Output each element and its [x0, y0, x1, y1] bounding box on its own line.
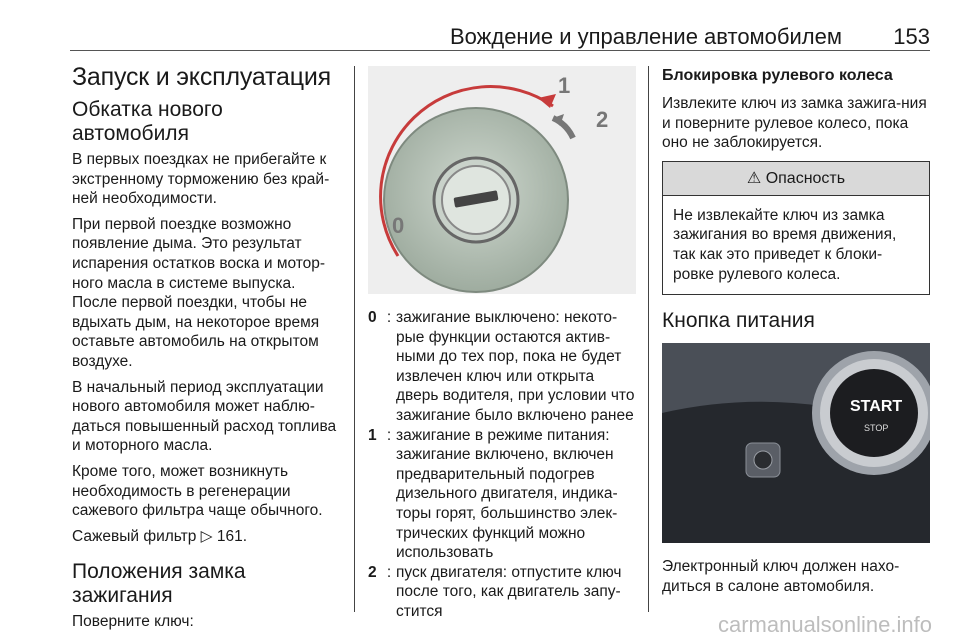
definition-row [368, 308, 636, 426]
paragraph: В первых поездках не прибегайте к экстренному торможению без край-ней необходимости. [72, 151, 330, 208]
paragraph: Электронный ключ должен нахо-диться в салоне автомобиля. [662, 558, 900, 595]
column-divider-1 [354, 66, 355, 612]
power-button-heading: Кнопка питания [662, 309, 815, 333]
column-left [72, 62, 344, 638]
reference-text: Сажевый фильтр [72, 527, 201, 545]
definition-colon: : [386, 563, 392, 581]
watermark: carmanualsonline.info [717, 612, 932, 637]
danger-text: Не извлекайте ключ из замка зажигания во время движения, так как это приведет к блоки-ровке рулевого колеса. [673, 206, 897, 283]
danger-title: Опасность [765, 169, 846, 187]
danger-box [662, 161, 930, 295]
subsection-ignition-positions: Положения замка зажигания [72, 560, 246, 608]
paragraph: В начальный период эксплуатации нового автомобиля может наблю-даться повышенный расход топлива и моторного масла. [72, 378, 337, 455]
warning-triangle-icon: ⚠ [746, 169, 762, 187]
page-header [70, 24, 930, 52]
start-stop-illustration [662, 343, 930, 543]
section-title: Запуск и эксплуатация [72, 63, 331, 91]
column-divider-2 [648, 66, 649, 612]
definition-row [368, 563, 636, 622]
definition-colon: : [386, 426, 392, 444]
subsection-break-in: Обкатка нового автомобиля [72, 98, 223, 145]
start-label: START [850, 398, 903, 416]
steering-lock-heading: Блокировка рулевого колеса [662, 67, 893, 84]
ignition-lock-illustration [368, 66, 636, 294]
definition-key: 1 [368, 426, 377, 444]
definition-key: 0 [368, 309, 377, 326]
start-stop-photo [662, 343, 930, 543]
ignition-figure [368, 66, 636, 294]
column-middle [368, 62, 636, 622]
definition-row [368, 426, 636, 563]
paragraph: При первой поездке возможно появление дыма. Это результат испарения остатков воска и мотор-ного масла в системе выпуска. После первой поездки, чтобы не вдыхать дым, на некоторое время оставьте автомобиль на открытом воздухе. [72, 215, 326, 370]
paragraph-reference [72, 527, 344, 547]
paragraph: Поверните ключ: [72, 613, 194, 631]
danger-header [663, 162, 929, 196]
page-reference-link[interactable]: 161. [216, 527, 248, 545]
column-right [662, 62, 930, 602]
paragraph: Кроме того, может возникнуть необходимость в регенерации сажевого фильтра чаще обычного. [72, 462, 323, 520]
header-rule [70, 50, 930, 51]
label-position-1: 1 [558, 73, 571, 98]
definition-colon: : [386, 309, 392, 326]
header-title: Вождение и управление автомобилем [449, 24, 842, 49]
position-definitions [368, 308, 636, 622]
definition-text: пуск двигателя: отпустите ключ после того, как двигатель запу-стится [396, 563, 622, 620]
label-position-0: 0 [392, 213, 405, 238]
label-position-2: 2 [596, 107, 609, 132]
stop-label: STOP [864, 423, 889, 434]
definition-text: зажигание в режиме питания: зажигание включено, включен предварительный подогрев дизельного двигателя, индика-торы горят, большинство элек-трических функций можно использовать [396, 426, 618, 562]
definition-text: зажигание выключено: некото-рые функции остаются актив-ными до тех пор, пока не будет извлечен ключ или открыта дверь водителя, при условии что зажигание было включено ранее [396, 309, 635, 424]
definition-key: 2 [368, 563, 377, 581]
paragraph: Извлеките ключ из замка зажига-ния и поверните рулевое колесо, пока оно не заблокируется. [662, 95, 927, 152]
page-number: 153 [893, 24, 930, 49]
arrow-ref-icon: ▷ [200, 527, 213, 545]
